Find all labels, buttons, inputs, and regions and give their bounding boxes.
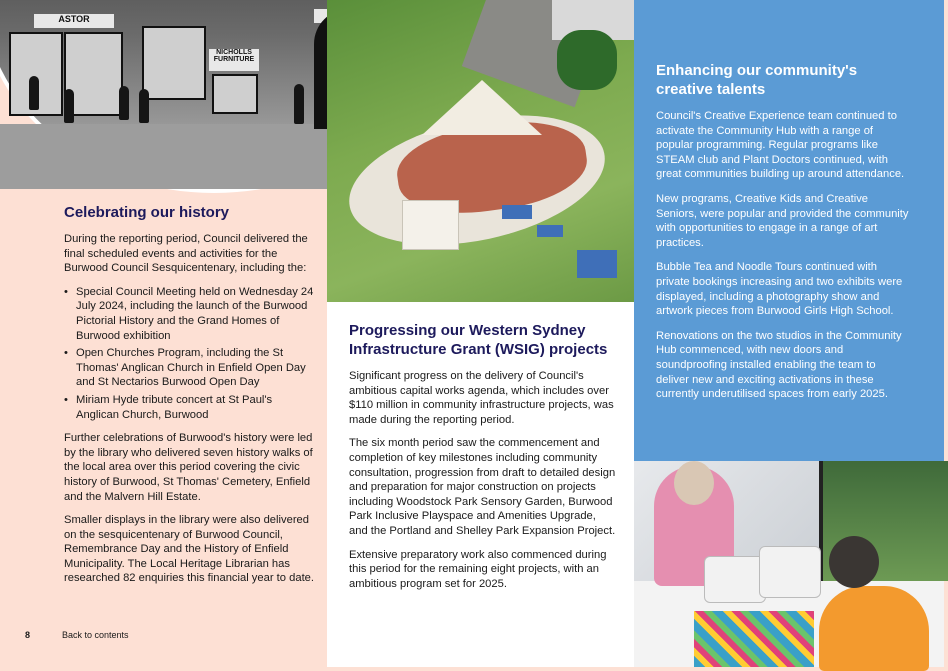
back-to-contents-link[interactable]: Back to contents bbox=[62, 630, 129, 640]
photo-poster bbox=[212, 74, 258, 114]
photo-shade-sail bbox=[422, 80, 542, 135]
section-heading: Enhancing our community's creative talents bbox=[656, 62, 858, 98]
photo-person bbox=[139, 89, 149, 123]
photo-person-head bbox=[674, 461, 714, 505]
list-item: • Open Churches Program, including the St Thomas' Anglican Church in Enfield Open Day and St Nectarios Burwood Open Day bbox=[76, 346, 314, 390]
body-paragraph: Extensive preparatory work also commenced during this period for the remaining eight projects, with an ambitious program set for 2025. bbox=[349, 548, 607, 590]
photo-sewing-machine bbox=[759, 546, 821, 598]
photo-amenities-building bbox=[402, 200, 459, 250]
list-item: • Special Council Meeting held on Wednesday 24 July 2024, including the launch of the Burwood Pictorial History and the Grand Homes of Burwood exhibition bbox=[76, 285, 314, 343]
playground-aerial-photo bbox=[327, 0, 634, 302]
history-text bbox=[64, 203, 314, 595]
section-heading: Celebrating our history bbox=[64, 204, 230, 221]
photo-person-head bbox=[829, 536, 879, 588]
photo-person bbox=[29, 76, 39, 110]
body-paragraph: Further celebrations of Burwood's history were led by the library who delivered seven history walks of the local area over this period covering the civic history of Burwood, St Thomas' Cemetery, Enfield and the Malvern Hill Estate. bbox=[64, 432, 313, 503]
wsig-text bbox=[349, 321, 617, 600]
photo-sign-shop: NICHOLLS FURNITURE bbox=[209, 49, 259, 71]
photo-sewing-machine bbox=[704, 556, 766, 603]
photo-person bbox=[294, 84, 304, 124]
body-paragraph: Significant progress on the delivery of Council's ambitious capital works agenda, which includes over $110 million in community infrastructure projects, was made during the reporting period. bbox=[349, 370, 614, 426]
body-paragraph: During the reporting period, Council delivered the final scheduled events and activities for the Burwood Council Sesquicentenary, including the: bbox=[64, 233, 308, 275]
photo-picnic-mat bbox=[502, 205, 532, 219]
creative-column bbox=[634, 0, 944, 667]
photo-sign-astor: ASTOR bbox=[34, 14, 114, 28]
photo-picnic-mat bbox=[577, 250, 617, 278]
page-number: 8 bbox=[25, 630, 31, 640]
list-item: • Miriam Hyde tribute concert at St Paul's Anglican Church, Burwood bbox=[76, 393, 314, 422]
sewing-class-photo bbox=[634, 461, 944, 667]
photo-trees bbox=[557, 30, 617, 90]
creative-text bbox=[656, 61, 911, 412]
body-paragraph: The six month period saw the commencement and completion of key milestones including community consultation, progression from draft to detailed design and preparation for major construction on projects including Woodstock Park Sensory Garden, Burwood Park Inclusive Playspace and Amenities Upgrade, and the Portland and Shelley Park Expansion Project. bbox=[349, 437, 616, 537]
photo-fabric bbox=[694, 611, 814, 667]
section-heading: Progressing our Western Sydney Infrastructure Grant (WSIG) projects bbox=[349, 322, 608, 358]
body-paragraph: Council's Creative Experience team continued to activate the Community Hub with a range of popular programming. Regular programs like STEAM club and Plant Doctors continued, with great communities building up around attendance. bbox=[656, 110, 905, 181]
photo-person bbox=[819, 586, 929, 671]
wsig-column bbox=[327, 0, 634, 667]
event-list bbox=[64, 285, 314, 422]
body-paragraph: Smaller displays in the library were also delivered on the sesquicentenary of Burwood Council, Remembrance Day and the History of Enfield Municipality. The Local Heritage Librarian has researched 82 enquiries this financial year to date. bbox=[64, 514, 315, 585]
photo-poster bbox=[142, 26, 206, 100]
photo-picnic-mat bbox=[537, 225, 563, 237]
photo-person bbox=[119, 86, 129, 120]
body-paragraph: New programs, Creative Kids and Creative Seniors, were popular and provided the community with opportunities to engage in a range of art practices. bbox=[656, 192, 909, 249]
body-paragraph: Renovations on the two studios in the Community Hub commenced, with new doors and soundproofing installed enabling the team to deliver new and exciting activations in these currently underutilised spaces from early 2025. bbox=[656, 329, 902, 401]
body-paragraph: Bubble Tea and Noodle Tours continued with private bookings increasing and two exhibits were displayed, including a photography show and artwork pieces from Burwood Girls High School. bbox=[656, 261, 903, 318]
history-column bbox=[0, 0, 327, 667]
photo-person bbox=[64, 89, 74, 123]
